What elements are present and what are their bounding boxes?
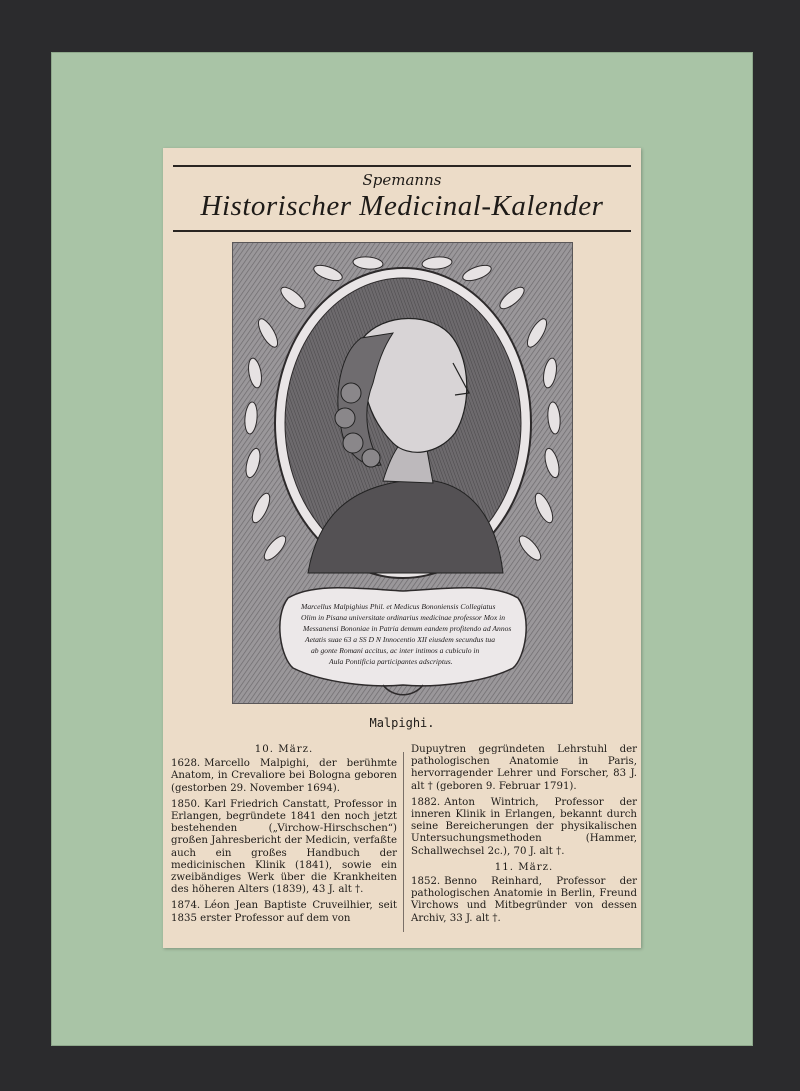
column-divider [403, 752, 404, 932]
continued-entry: Dupuytren gegründeten Lehrstuhl der pathologischen Anatomie in Paris, hervorragender Lehrer und Forscher, 83 J. alt † (geboren 9. Februar 1791). [411, 744, 637, 792]
entry-text: Anton Wintrich, Professor der inneren Klinik in Erlangen, bekannt durch seine Bereicherungen der physikalischen Untersuchungsmethoden (Hammer, Schallwechsel 2c.), 70 J. alt †. [411, 796, 637, 857]
date-heading: 11. März. [494, 861, 554, 873]
entry-year: 1628. [171, 758, 201, 770]
entry-year: 1882. [411, 796, 441, 808]
calendar-entry [411, 797, 637, 858]
entry-text: Karl Friedrich Canstatt, Professor in Erlangen, begründete 1841 den noch jetzt bestehenden („Virchow-Hirschschen“) großen Jahresbericht der Medicin, verfaßte auch ein großes Handbuch der medicinischen Klinik (1841), sowie ein zweibändiges Werk über die Krankheiten des höheren Alters (1839), 43 J. alt †. [171, 798, 397, 896]
entry-year: 1850. [171, 798, 201, 810]
inscription-line: Aetatis suae 63 a SS D N Innocentio XII eiusdem secundus tua [305, 635, 496, 644]
left-column [171, 744, 397, 929]
entry-text: Léon Jean Baptiste Cruveilhier, seit 1835 erster Professor auf dem von [171, 900, 397, 924]
publisher-name: Spemanns [362, 171, 442, 189]
header-rule-bottom [173, 230, 631, 232]
entry-year: 1852. [411, 876, 441, 888]
calendar-entry [171, 799, 397, 897]
malpighi-portrait-engraving [232, 242, 573, 704]
inscription-line: Marcellus Malpighius Phil. et Medicus Bononiensis Collegiatus [301, 602, 496, 611]
calendar-title: Historischer Medicinal-Kalender [200, 190, 604, 222]
inscription-line: Aula Pontificia participantes adscriptus. [329, 657, 453, 666]
portrait-svg [233, 243, 572, 703]
newspaper-clipping [163, 148, 641, 948]
right-column [411, 744, 637, 929]
inscription-line: Olim in Pisana universitate ordinarius medicinae professor Mox in [301, 613, 506, 622]
entry-text: Marcello Malpighi, der berühmte Anatom, in Crevaliore bei Bologna geboren (gestorben 29. November 1694). [171, 758, 397, 794]
calendar-entry [171, 900, 397, 924]
portrait-caption: Malpighi. [369, 716, 435, 730]
date-heading: 10. März. [254, 744, 314, 755]
calendar-entry [411, 876, 637, 925]
calendar-entry [171, 758, 397, 795]
header-rule-top [173, 165, 631, 167]
inscription-line: Messanensi Bononiae in Patria demum eandem profitendo ad Annos [303, 624, 512, 633]
entry-year: 1874. [171, 900, 201, 912]
inscription-line: ab gonte Romani accitus, ac inter intimos a cubiculo in [311, 646, 480, 655]
calendar-columns [171, 744, 637, 940]
entry-text: Benno Reinhard, Professor der pathologischen Anatomie in Berlin, Freund Virchows und Mitbegründer von dessen Archiv, 33 J. alt †. [411, 876, 637, 924]
